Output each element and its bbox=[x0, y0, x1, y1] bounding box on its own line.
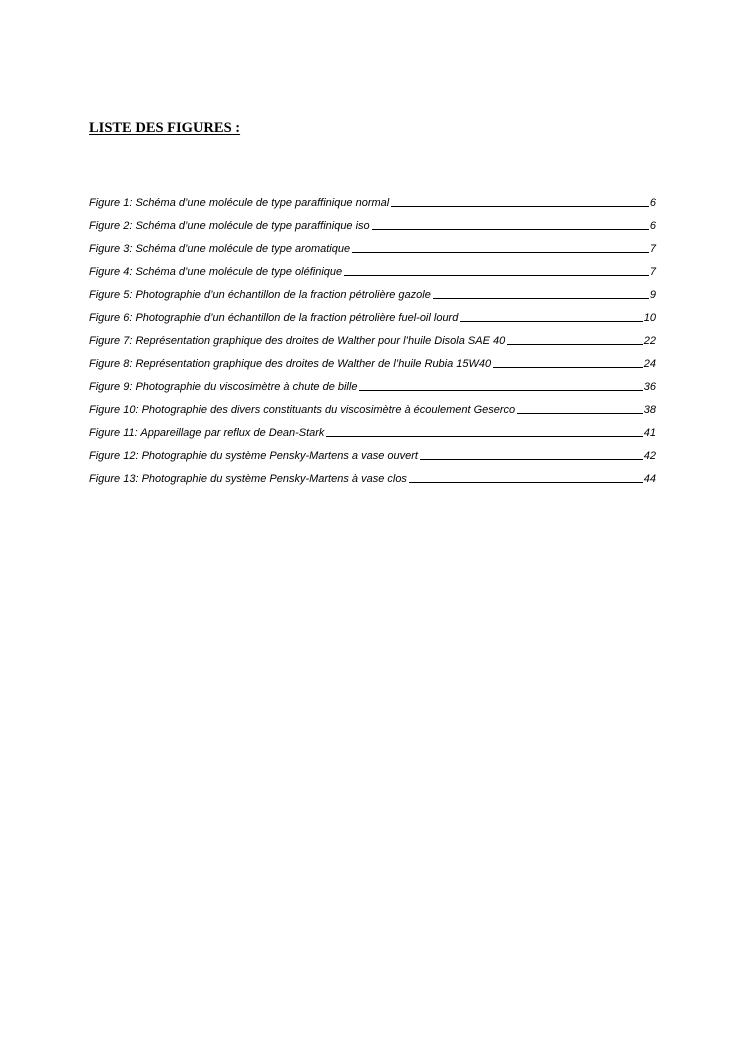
leader-line bbox=[493, 367, 643, 368]
leader-line bbox=[391, 206, 649, 207]
page-title: LISTE DES FIGURES : bbox=[89, 120, 241, 136]
figure-title: Figure 5: Photographie d’un échantillon de la fraction pétrolière gazole bbox=[89, 289, 431, 301]
page-number: 7 bbox=[649, 266, 656, 278]
page-number: 41 bbox=[643, 427, 656, 439]
figure-entry bbox=[89, 380, 656, 403]
figure-entry bbox=[89, 311, 656, 334]
figure-entry bbox=[89, 472, 656, 495]
figure-entry bbox=[89, 403, 656, 426]
figure-title: Figure 6: Photographie d’un échantillon de la fraction pétrolière fuel-oil lourd bbox=[89, 312, 459, 324]
figure-entry bbox=[89, 196, 656, 219]
figure-title: Figure 12: Photographie du système Pensky-Martens a vase ouvert bbox=[89, 450, 418, 462]
leader-line bbox=[409, 482, 643, 483]
figure-entry bbox=[89, 219, 656, 242]
page-number: 10 bbox=[643, 312, 656, 324]
leader-line bbox=[344, 275, 649, 276]
figure-title: Figure 3: Schéma d’une molécule de type aromatique bbox=[89, 243, 351, 255]
figure-entry bbox=[89, 449, 656, 472]
leader-line bbox=[460, 321, 642, 322]
figure-entry bbox=[89, 334, 656, 357]
leader-line bbox=[507, 344, 643, 345]
figure-title: Figure 13: Photographie du système Pensky-Martens à vase clos bbox=[89, 473, 407, 485]
figure-title: Figure 7: Représentation graphique des droites de Walther pour l’huile Disola SAE 40 bbox=[89, 335, 506, 347]
figure-title: Figure 11: Appareillage par reflux de Dean-Stark bbox=[89, 427, 325, 439]
page-number: 6 bbox=[649, 220, 656, 232]
page-number: 24 bbox=[643, 358, 656, 370]
figure-list bbox=[89, 196, 656, 495]
figure-entry bbox=[89, 426, 656, 449]
page-number: 44 bbox=[643, 473, 656, 485]
leader-line bbox=[433, 298, 649, 299]
leader-line bbox=[359, 390, 642, 391]
page-number: 38 bbox=[643, 404, 656, 416]
page-number: 22 bbox=[643, 335, 656, 347]
page-number: 7 bbox=[649, 243, 656, 255]
leader-line bbox=[372, 229, 649, 230]
figure-title: Figure 1: Schéma d’une molécule de type paraffinique normal bbox=[89, 197, 390, 209]
page-number: 36 bbox=[643, 381, 656, 393]
figure-title: Figure 8: Représentation graphique des droites de Walther de l’huile Rubia 15W40 bbox=[89, 358, 492, 370]
figure-title: Figure 9: Photographie du viscosimètre à chute de bille bbox=[89, 381, 358, 393]
page-number: 6 bbox=[649, 197, 656, 209]
figure-entry bbox=[89, 288, 656, 311]
leader-line bbox=[326, 436, 642, 437]
page-number: 9 bbox=[649, 289, 656, 301]
figure-title: Figure 2: Schéma d’une molécule de type paraffinique iso bbox=[89, 220, 370, 232]
figure-entry bbox=[89, 265, 656, 288]
leader-line bbox=[352, 252, 649, 253]
figure-entry bbox=[89, 357, 656, 380]
figure-title: Figure 10: Photographie des divers constituants du viscosimètre à écoulement Geserco bbox=[89, 404, 516, 416]
figure-title: Figure 4: Schéma d’une molécule de type oléfinique bbox=[89, 266, 343, 278]
leader-line bbox=[420, 459, 643, 460]
figure-entry bbox=[89, 242, 656, 265]
page-number: 42 bbox=[643, 450, 656, 462]
leader-line bbox=[517, 413, 643, 414]
